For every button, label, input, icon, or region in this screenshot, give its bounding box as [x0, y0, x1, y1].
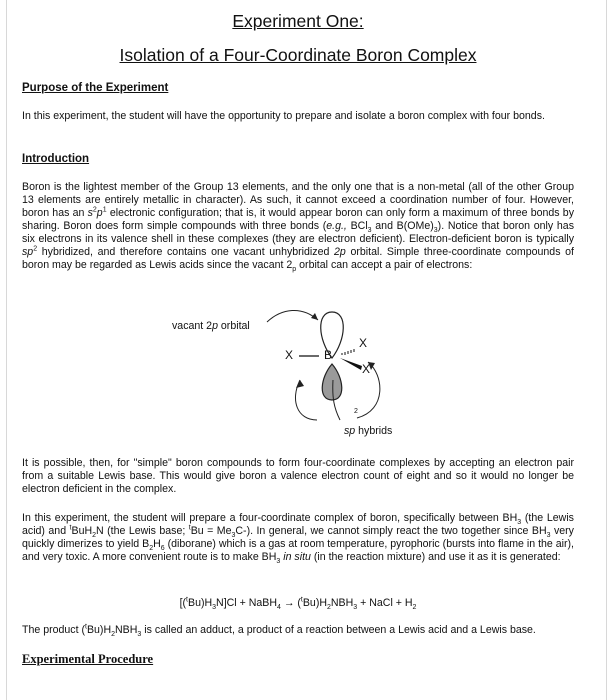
atom-x-bottom: X	[362, 362, 371, 376]
introduction-paragraph: Boron is the lightest member of the Group 13 elements, and the only one that is a non-metal (all of the other Group 13 elements are entirely metallic in character). As such, it cannot exceed a coordination number of four. However, boron has an $s^2p^1$ electronic configuration; that is, it would appear boron can only form a maximum of three bonds by sharing. Boron does form simple compounds with three bonds (e.g., BCl$_3$ and $B(OMe)_3$). Notice that boron only has six electrons in its valence shell in these complexes (they are electron deficient). Electron-deficient boron is typically $sp^2$ hybridized, and therefore contains one vacant unhybridized 2p orbital. Simple three-coordinate compounds of boron may be regarded as Lewis acids since the vacant $2_p$ orbital can accept a pair of electrons:	[22, 181, 574, 274]
adduct-paragraph: The product $(^tBu)H_2NBH_3$ is called an adduct, a product of a reaction between a Lewis acid and a Lewis base.	[22, 623, 536, 639]
hybrid-arrowhead-left	[296, 380, 304, 388]
experiment-paragraph: In this experiment, the student will prepare a four-coordinate complex of boron, specifically between $BH_3$ (the Lewis acid) and $^t$BuH$_2$N (the Lewis base; $^tBu = Me_3C-$). In general, we cannot simply react the two together since $BH_3$ very quickly dimerizes to yield $B_2H_6$ (diborane) which is a gas at room temperature, pyrophoric (bursts into flame in the air), and very toxic. A more convenient route is to make $BH_3$ in situ (in the reaction mixture) and use it as it is generated:	[22, 512, 574, 566]
filled-p-lobe	[322, 364, 342, 400]
document-title: Experiment One:	[232, 11, 364, 31]
sp-hybrids-label: sp hybrids	[344, 425, 393, 437]
purpose-paragraph: In this experiment, the student will have the opportunity to prepare and isolate a boron complex with four bonds.	[22, 110, 545, 122]
vacant-arrowhead	[311, 313, 318, 320]
purpose-heading: Purpose of the Experiment	[22, 82, 169, 94]
hashed-bond	[342, 349, 354, 355]
procedure-heading: Experimental Procedure	[22, 652, 154, 666]
wedge-bond	[340, 358, 362, 370]
document-subtitle: Isolation of a Four-Coordinate Boron Complex	[119, 45, 477, 65]
lewis-base-paragraph: It is possible, then, for "simple" boron compounds to form four-coordinate complexes by accepting an electron pair from a suitable Lewis base. This would give boron a valence electron count of eight and so it would no longer be electron deficient in the complex.	[22, 457, 574, 495]
atom-x-top: X	[359, 336, 368, 350]
hybrid-count-label: 2	[354, 408, 358, 415]
atom-boron: B	[324, 348, 333, 362]
vacant-arrow	[267, 310, 318, 322]
atom-x-left: X	[285, 348, 294, 362]
boron-orbital-diagram	[172, 300, 432, 450]
introduction-heading: Introduction	[22, 153, 90, 165]
reaction-equation: $[(^tBu)H_3N]Cl$ + NaBH$_4$ → $(^tBu)H_2NBH_3$ + NaCl + $H_2$	[179, 596, 417, 612]
vacant-orbital-label: vacant 2p orbital	[172, 320, 250, 332]
